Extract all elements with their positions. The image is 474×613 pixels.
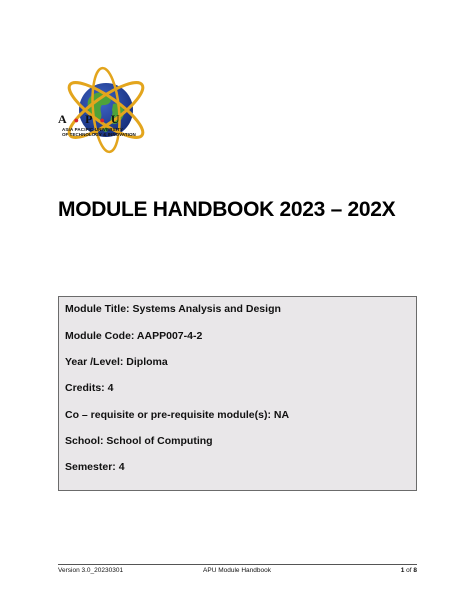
module-level-line: Year /Level: Diploma [65,356,168,368]
logo-letters [58,112,158,126]
logo-university-tagline: OF TECHNOLOGY & INNOVATION [62,132,136,137]
logo-letter-u: U [110,112,121,126]
footer-page-number [401,567,417,574]
page-current: 1 [400,567,405,574]
module-code-line: Module Code: AAPP007-4-2 [65,330,203,342]
footer-divider [58,564,417,565]
footer-version: Version 3.0_20230301 [58,567,124,574]
logo-letter-a: A [58,112,68,126]
page-total: 8 [413,567,417,574]
page-title: MODULE HANDBOOK 2023 – 202X [58,198,396,221]
logo-dot-icon: ● [99,115,106,125]
module-school-line: School: School of Computing [65,435,213,447]
module-semester-line: Semester: 4 [65,461,125,473]
footer-document-name: APU Module Handbook [203,567,271,574]
page-of-label: of [406,567,412,574]
module-credits-line: Credits: 4 [65,382,114,394]
module-title-line: Module Title: Systems Analysis and Design [65,303,281,315]
logo-university-name: ASIA PACIFIC UNIVERSITY [62,127,124,132]
module-prerequisite-line: Co – requisite or pre-requisite module(s): NA [65,409,290,421]
logo-letter-p: P [85,112,94,126]
module-info-box [58,296,417,491]
logo-dot-icon: ● [73,115,81,125]
